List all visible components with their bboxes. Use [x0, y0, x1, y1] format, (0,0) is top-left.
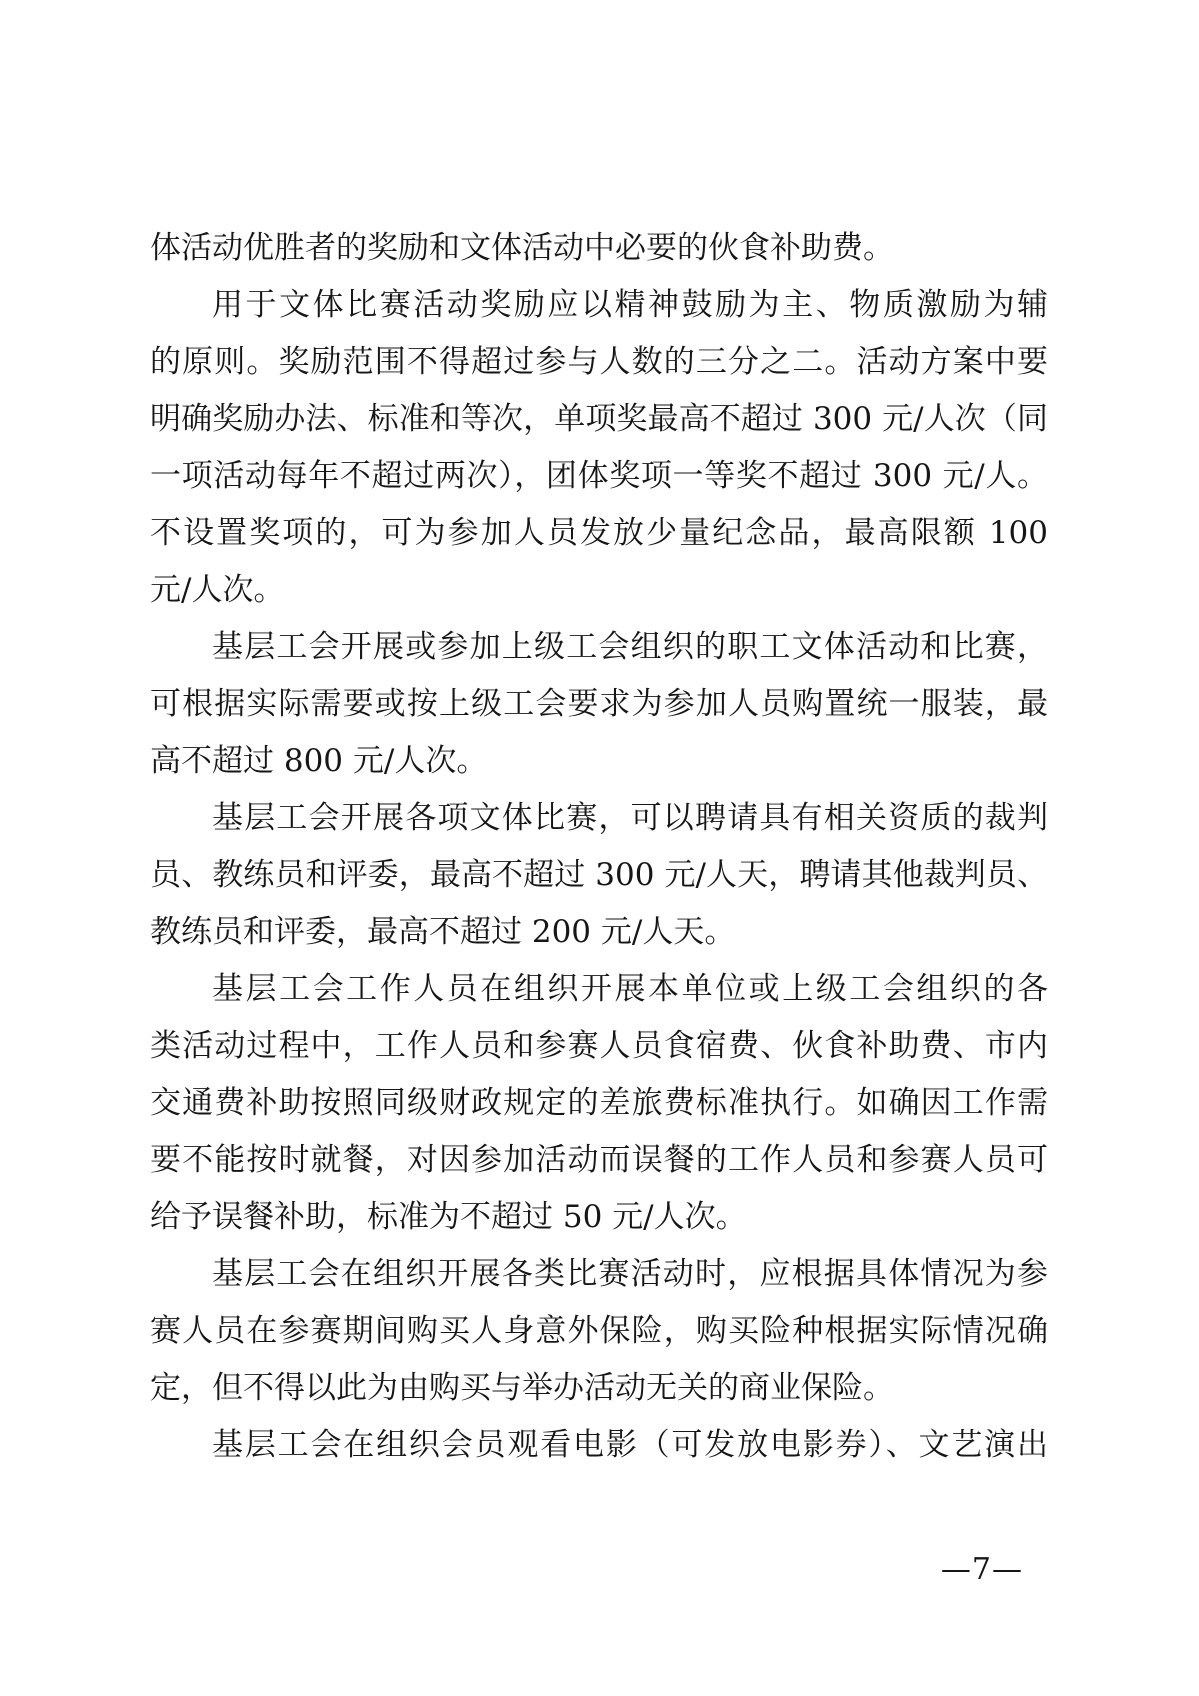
text-line: 的原则。奖励范围不得超过参与人数的三分之二。活动方案中要 — [150, 344, 1048, 380]
text-line: 要不能按时就餐，对因参加活动而误餐的工作人员和参赛人员可 — [150, 1142, 1048, 1178]
text-line: 基层工会在组织会员观看电影（可发放电影券）、文艺演出 — [212, 1427, 1048, 1463]
page-number: —7— — [940, 1552, 1023, 1587]
text-line: 元/人次。 — [150, 572, 285, 608]
text-line: 员、教练员和评委，最高不超过 300 元/人天，聘请其他裁判员、 — [150, 857, 1048, 893]
document-body — [150, 220, 1048, 1474]
text-line: 体活动优胜者的奖励和文体活动中必要的伙食补助费。 — [150, 230, 894, 266]
text-line: 高不超过 800 元/人次。 — [150, 743, 488, 779]
text-line: 一项活动每年不超过两次），团体奖项一等奖不超过 300 元/人。 — [150, 458, 1048, 494]
text-line: 不设置奖项的，可为参加人员发放少量纪念品，最高限额 100 — [150, 515, 1048, 551]
text-line: 基层工会开展或参加上级工会组织的职工文体活动和比赛， — [212, 629, 1048, 665]
text-line: 赛人员在参赛期间购买人身意外保险，购买险种根据实际情况确 — [150, 1313, 1048, 1349]
text-line: 用于文体比赛活动奖励应以精神鼓励为主、物质激励为辅 — [212, 287, 1048, 323]
text-line: 基层工会在组织开展各类比赛活动时，应根据具体情况为参 — [212, 1256, 1048, 1292]
text-line: 交通费补助按照同级财政规定的差旅费标准执行。如确因工作需 — [150, 1085, 1048, 1121]
text-line: 定，但不得以此为由购买与举办活动无关的商业保险。 — [150, 1370, 894, 1406]
text-line: 可根据实际需要或按上级工会要求为参加人员购置统一服装，最 — [150, 686, 1048, 722]
text-line: 基层工会开展各项文体比赛，可以聘请具有相关资质的裁判 — [212, 800, 1048, 836]
text-line: 基层工会工作人员在组织开展本单位或上级工会组织的各 — [212, 971, 1048, 1007]
text-line: 明确奖励办法、标准和等次，单项奖最高不超过 300 元/人次（同 — [150, 401, 1048, 437]
text-line: 教练员和评委，最高不超过 200 元/人天。 — [150, 914, 736, 950]
text-line: 类活动过程中，工作人员和参赛人员食宿费、伙食补助费、市内 — [150, 1028, 1048, 1064]
text-line: 给予误餐补助，标准为不超过 50 元/人次。 — [150, 1199, 747, 1235]
